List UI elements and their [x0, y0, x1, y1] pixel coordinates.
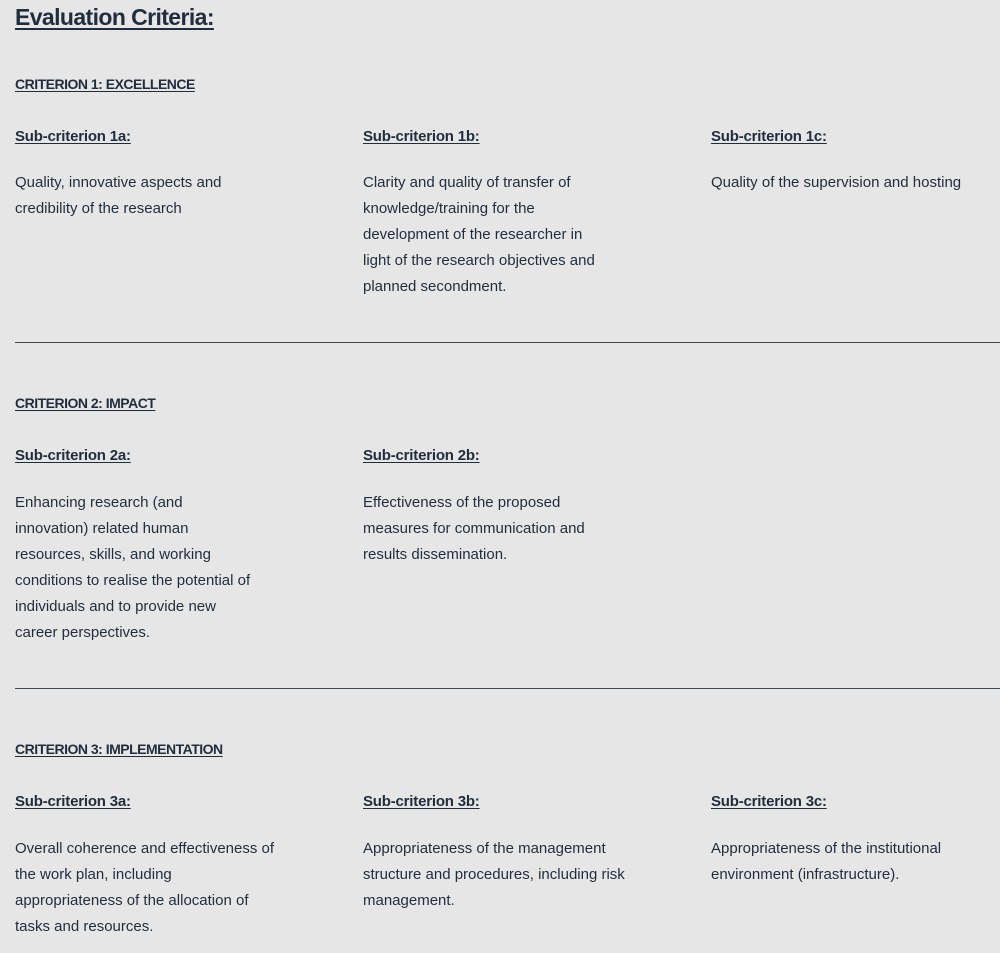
criterion-3-heading: CRITERION 3: IMPLEMENTATION — [15, 741, 223, 757]
sub-criterion-2b-title: Sub-criterion 2b: — [363, 447, 480, 464]
sub-criterion-1a-title: Sub-criterion 1a: — [15, 128, 131, 145]
section-divider — [15, 342, 1000, 343]
sub-criterion-3b-title: Sub-criterion 3b: — [363, 793, 480, 810]
sub-criterion-2a-title: Sub-criterion 2a: — [15, 447, 131, 464]
criterion-2-heading: CRITERION 2: IMPACT — [15, 395, 156, 411]
section-divider — [15, 688, 1000, 689]
criterion-1-heading: CRITERION 1: EXCELLENCE — [15, 76, 195, 92]
sub-criterion-1c-title: Sub-criterion 1c: — [711, 128, 827, 145]
sub-criterion-2a-text: Enhancing research (and innovation) related human resources, skills, and working conditions to realise the potential of individuals and to provide new career perspectives. — [15, 494, 251, 641]
sub-criterion-3a-title: Sub-criterion 3a: — [15, 793, 131, 810]
sub-criterion-3a-text: Overall coherence and effectiveness of the work plan, including appropriateness of the allocation of tasks and resources. — [15, 840, 275, 935]
sub-criterion-3b-text: Appropriateness of the management structure and procedures, including risk management. — [363, 840, 625, 909]
sub-criterion-1c-text: Quality of the supervision and hosting — [711, 174, 962, 191]
sub-criterion-1b-text: Clarity and quality of transfer of knowledge/training for the development of the researcher in light of the research objectives and planned secondment. — [363, 174, 595, 295]
sub-criterion-3c-title: Sub-criterion 3c: — [711, 793, 827, 810]
sub-criterion-1b-title: Sub-criterion 1b: — [363, 128, 480, 145]
sub-criterion-1a-text: Quality, innovative aspects and credibility of the research — [15, 174, 222, 217]
sub-criterion-3c-text: Appropriateness of the institutional environment (infrastructure). — [711, 840, 942, 883]
sub-criterion-2b-text: Effectiveness of the proposed measures for communication and results dissemination. — [363, 494, 585, 563]
page-title: Evaluation Criteria: — [15, 4, 214, 30]
